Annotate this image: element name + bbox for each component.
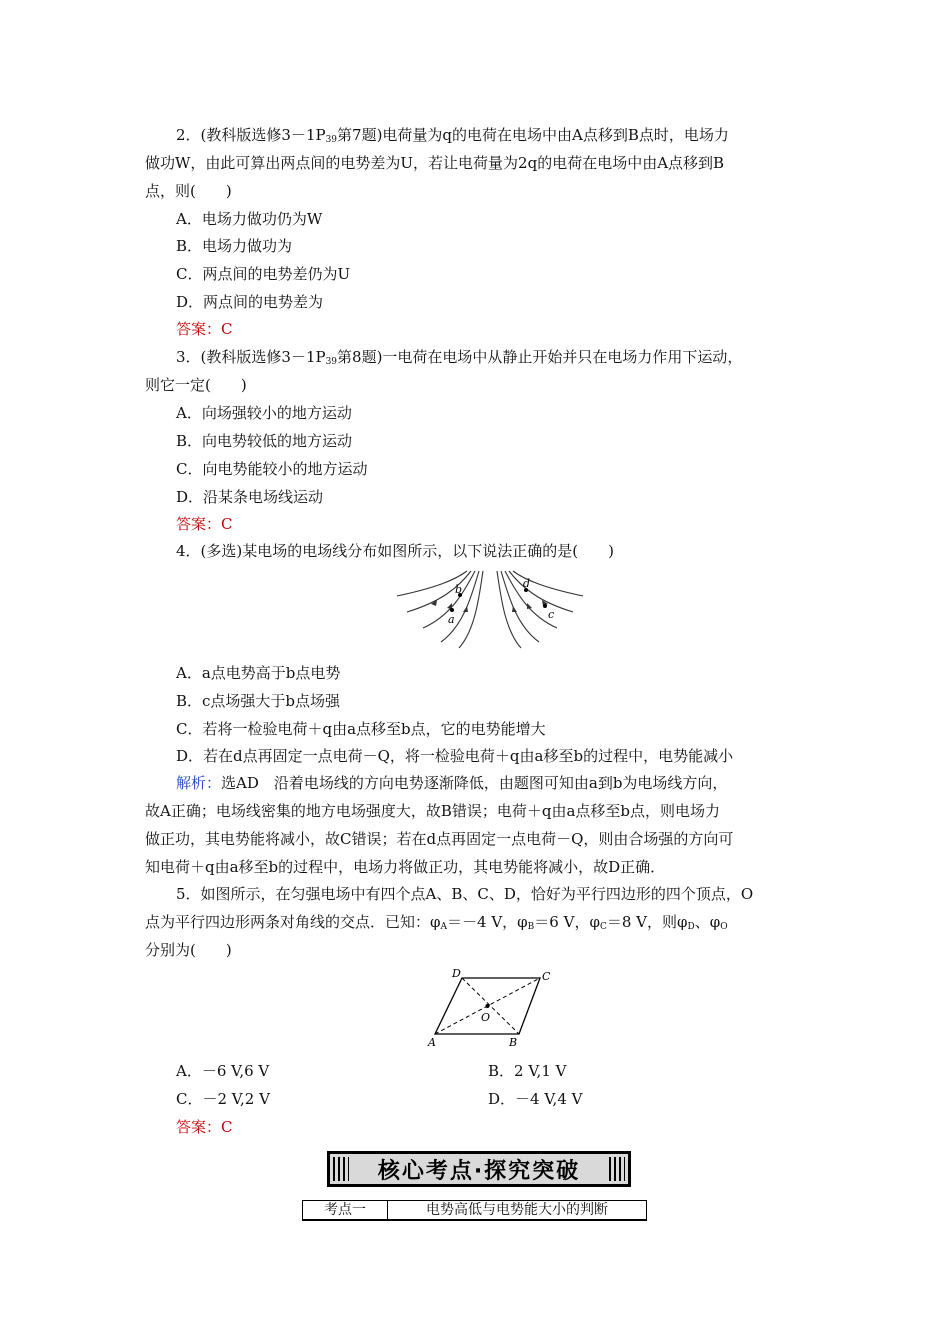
q2-answer: 答案：C	[176, 320, 233, 338]
q4-analysis-line3: 做正功，其电势能将减小，故C错误；若在d点再固定一点电荷－Q，则由合场强的方向可	[145, 830, 734, 848]
label-b: b	[455, 583, 463, 596]
q5-option-c: C．－2 V,2 V	[176, 1090, 270, 1108]
q5-option-row2	[176, 1089, 848, 1111]
q3-answer: 答案：C	[176, 515, 233, 533]
q4-option-c: C．若将一检验电荷＋q由a点移至b点，它的电势能增大	[176, 720, 546, 738]
kaodian-label: 考点一	[303, 1201, 388, 1219]
q4-option-a: A．a点电势高于b点电势	[176, 664, 341, 682]
q4-line1: 4．(多选)某电场的电场线分布如图所示，以下说法正确的是( )	[176, 542, 614, 560]
q4-analysis-line4: 知电荷＋q由a移至b的过程中，电场力将做正功，其电势能将减小，故D正确．	[145, 858, 666, 876]
point-a	[450, 608, 454, 612]
q3-line1: 3．(教科版选修$3-1P_{39}$第8题)一电荷在电场中从静止开始并只在电场力作用下运动，	[176, 348, 743, 367]
q3-line2: 则它一定( )	[145, 376, 247, 394]
q5-option-b: B．2 V,1 V	[488, 1062, 567, 1080]
banner-stripes-left	[333, 1157, 349, 1181]
q2-option-a: A．电场力做功仍为W	[176, 210, 323, 228]
field-lines-figure	[395, 568, 585, 650]
point-c	[543, 604, 547, 608]
arrow-head	[447, 603, 452, 609]
label-D: D	[452, 967, 461, 980]
q5-answer: 答案：C	[176, 1118, 233, 1136]
q3-option-b: B．向电势较低的地方运动	[176, 432, 353, 450]
section-banner	[327, 1151, 631, 1187]
parallelogram-figure	[425, 966, 555, 1048]
kaodian-heading	[302, 1200, 647, 1221]
label-A: A	[428, 1036, 436, 1048]
field-line	[459, 571, 483, 648]
q4-analysis-line1: 解析：选AD 沿着电场线的方向电势逐渐降低，由题图可知由a到b为电场线方向，	[176, 774, 728, 792]
q2-option-b: B．电场力做功为	[176, 237, 293, 255]
q5-option-a: A．－6 V,6 V	[176, 1062, 270, 1080]
q2-line2: 做功W，由此可算出两点间的电势差为U，若让电荷量为2q的电荷在电场中由A点移到B	[145, 154, 725, 172]
q4-analysis-line2: 故A正确；电场线密集的地方电场强度大，故B错误；电荷＋q由a点移至b点，则电场力	[145, 802, 721, 820]
label-C: C	[542, 970, 551, 983]
kaodian-title: 电势高低与电势能大小的判断	[426, 1202, 608, 1218]
q5-line1: 5．如图所示，在匀强电场中有四个点A、B、C、D，恰好为平行四边形的四个顶点，O	[176, 885, 754, 903]
q2-line1: 2．(教科版选修$3-1P_{39}$第7题)电荷量为q的电荷在电场中由A点移到B点时，电场力	[176, 126, 729, 145]
q3-option-d: D．沿某条电场线运动	[176, 488, 324, 506]
q4-option-d: D．若在d点再固定一点电荷－Q，将一检验电荷＋q由a移至b的过程中，电势能减小	[176, 747, 734, 765]
q2-option-d: D．两点间的电势差为	[176, 293, 324, 311]
section-banner-title: 核心考点·探究突破	[377, 1158, 581, 1184]
label-d: d	[523, 577, 531, 590]
arrow-head	[527, 603, 532, 609]
q5-option-row1	[176, 1061, 848, 1083]
q5-line3: 分别为( )	[145, 941, 232, 959]
label-a: a	[448, 613, 455, 626]
diagonal-bd	[462, 978, 519, 1034]
field-line	[497, 571, 521, 648]
q2-option-c: C．两点间的电势差仍为U	[176, 265, 351, 283]
q2-line3: 点，则( )	[145, 182, 232, 200]
analysis-label: 解析：	[176, 774, 222, 792]
q5-line2: 点为平行四边形两条对角线的交点．已知：$\varphi_A=-4$ V，$\varphi_B=6$ V，$\varphi_C=8$ V，则$\varphi_D$、$\varphi_O$	[145, 913, 728, 932]
q3-option-a: A．向场强较小的地方运动	[176, 404, 352, 422]
label-c: c	[548, 608, 555, 621]
label-B: B	[509, 1036, 518, 1048]
point-o	[486, 1004, 490, 1008]
banner-stripes-right	[609, 1157, 625, 1181]
q4-option-b: B．c点场强大于b点场强	[176, 692, 341, 710]
q5-option-d: D．－4 V,4 V	[488, 1090, 583, 1108]
q3-option-c: C．向电势能较小的地方运动	[176, 460, 368, 478]
label-O: O	[481, 1011, 491, 1024]
